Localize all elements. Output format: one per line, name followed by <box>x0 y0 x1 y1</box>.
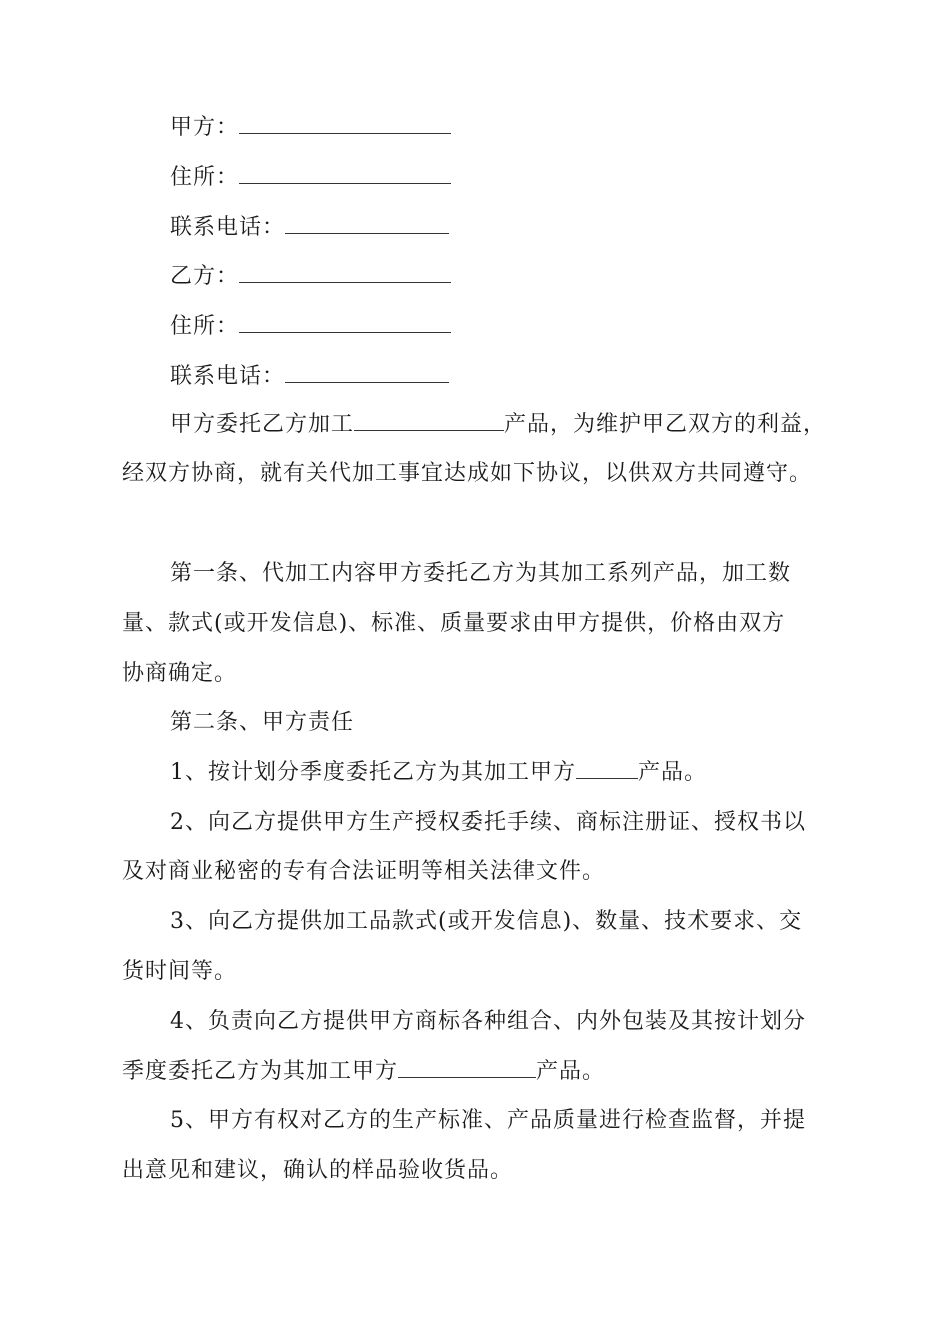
article-2-item-1 <box>170 758 707 788</box>
item-5-text-1: 5、甲方有权对乙方的生产标准、产品质量进行检查监督，并提 <box>170 1108 806 1133</box>
article-1-line-3 <box>122 659 237 689</box>
party-a-field <box>170 113 451 143</box>
item-4-text-1: 4、负责向乙方提供甲方商标各种组合、内外包装及其按计划分 <box>170 1009 806 1034</box>
party-a-phone-blank <box>285 213 449 234</box>
article-2-item-3-line-1 <box>170 907 802 937</box>
intro-text-b: 产品，为维护甲乙双方的利益， <box>504 412 827 437</box>
party-b-field <box>170 262 451 292</box>
party-b-phone-label: 联系电话： <box>170 364 286 389</box>
party-a-phone-field <box>170 213 449 243</box>
party-b-phone-blank <box>285 362 449 383</box>
party-a-phone-label: 联系电话： <box>170 215 286 240</box>
product-blank <box>354 410 504 431</box>
article-2-title-text: 第二条、甲方责任 <box>170 710 355 735</box>
article-2-title <box>170 708 354 738</box>
item-1-text-b: 产品。 <box>638 760 708 785</box>
intro-line-2 <box>122 459 812 489</box>
party-b-address-field <box>170 312 451 342</box>
party-b-phone-field <box>170 362 449 392</box>
item-2-text-1: 2、向乙方提供甲方生产授权委托手续、商标注册证、授权书以 <box>170 810 806 835</box>
article-2-item-3-line-2 <box>122 957 237 987</box>
item-4-product-blank <box>398 1057 536 1078</box>
party-b-address-blank <box>239 312 451 333</box>
item-2-text-2: 及对商业秘密的专有合法证明等相关法律文件。 <box>122 859 606 884</box>
article-1-text-2: 量、款式(或开发信息)、标准、质量要求由甲方提供，价格由双方 <box>122 611 786 636</box>
article-2-item-5-line-1 <box>170 1106 806 1136</box>
item-5-text-2: 出意见和建议，确认的样品验收货品。 <box>122 1158 514 1183</box>
intro-text-a: 甲方委托乙方加工 <box>170 412 355 437</box>
party-b-blank <box>239 262 451 283</box>
article-1-line-1 <box>170 559 791 589</box>
party-a-address-blank <box>239 163 451 184</box>
article-2-item-2-line-2 <box>122 857 605 887</box>
article-1-text-1: 第一条、代加工内容甲方委托乙方为其加工系列产品，加工数 <box>170 561 792 586</box>
item-1-product-blank <box>576 758 638 779</box>
article-2-item-2-line-1 <box>170 808 806 838</box>
article-2-item-4-line-2 <box>122 1057 605 1087</box>
party-a-address-label: 住所： <box>170 165 240 190</box>
item-3-text-1: 3、向乙方提供加工品款式(或开发信息)、数量、技术要求、交 <box>170 909 803 934</box>
intro-text-c: 经双方协商，就有关代加工事宜达成如下协议，以供双方共同遵守。 <box>122 461 813 486</box>
intro-line-1 <box>170 410 826 440</box>
party-b-label: 乙方： <box>170 264 240 289</box>
item-4-text-2b: 产品。 <box>536 1059 606 1084</box>
article-2-item-4-line-1 <box>170 1007 806 1037</box>
article-1-line-2 <box>122 609 785 639</box>
party-b-address-label: 住所： <box>170 314 240 339</box>
party-a-address-field <box>170 163 451 193</box>
party-a-blank <box>239 113 451 134</box>
item-1-text-a: 1、按计划分季度委托乙方为其加工甲方 <box>170 760 576 785</box>
article-2-item-5-line-2 <box>122 1156 513 1186</box>
article-1-text-3: 协商确定。 <box>122 661 238 686</box>
item-4-text-2a: 季度委托乙方为其加工甲方 <box>122 1059 399 1084</box>
item-3-text-2: 货时间等。 <box>122 959 238 984</box>
party-a-label: 甲方： <box>170 115 240 140</box>
